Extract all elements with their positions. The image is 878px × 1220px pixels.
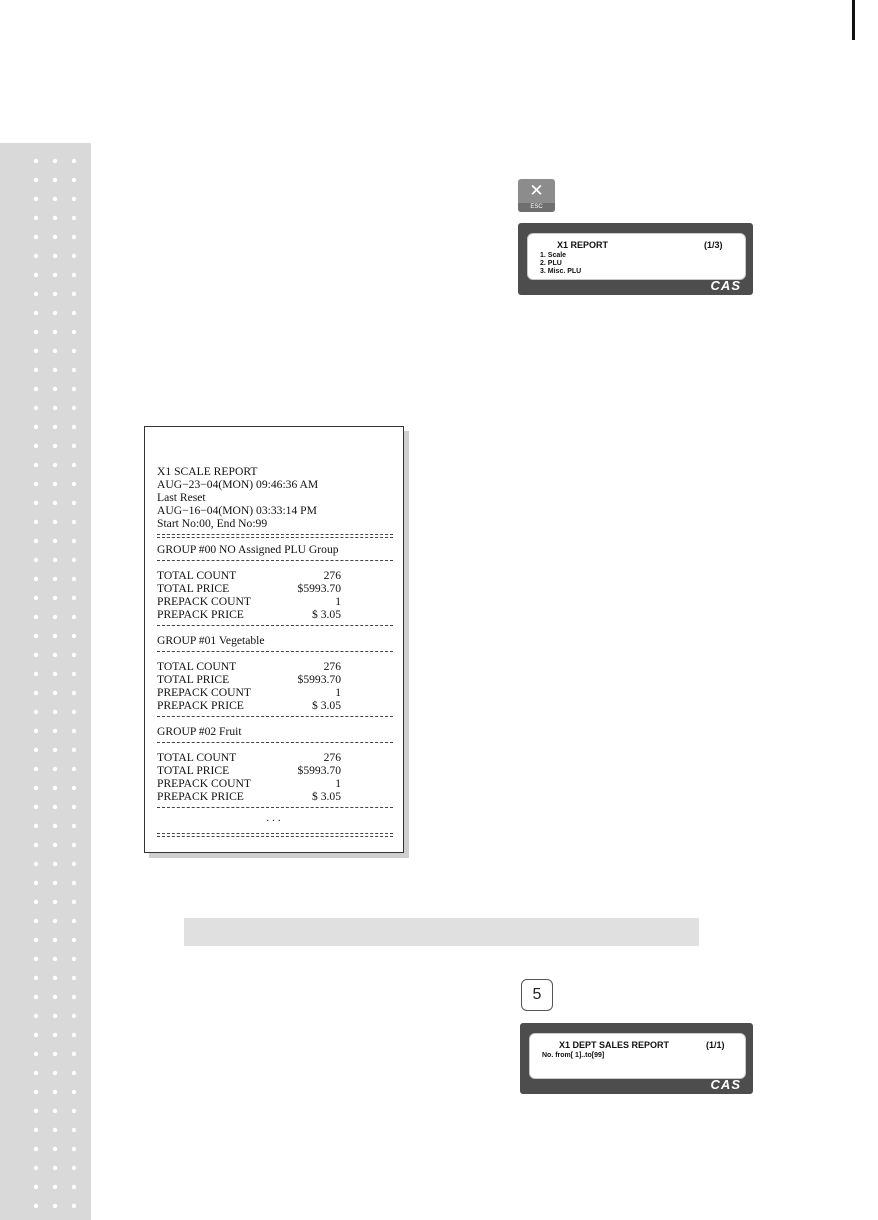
row-label: PREPACK COUNT <box>157 595 251 608</box>
pattern-dot <box>34 368 38 372</box>
receipt-row <box>157 777 393 790</box>
double-rule <box>157 534 393 538</box>
pattern-dot <box>34 178 38 182</box>
row-value: 1 <box>335 777 341 790</box>
pattern-dot <box>34 292 38 296</box>
pattern-dot <box>53 767 57 771</box>
pattern-dot <box>34 1014 38 1018</box>
receipt-row <box>157 569 393 582</box>
pattern-dot <box>53 938 57 942</box>
pattern-dot <box>72 1090 76 1094</box>
pattern-dot <box>34 1128 38 1132</box>
esc-key-label: ESC <box>518 203 555 212</box>
pattern-dot <box>72 596 76 600</box>
pattern-dot <box>34 995 38 999</box>
receipt-row <box>157 595 393 608</box>
pattern-dot <box>72 311 76 315</box>
pattern-dot <box>72 387 76 391</box>
row-value: 1 <box>335 686 341 699</box>
pattern-dot <box>72 1014 76 1018</box>
pattern-dot <box>53 159 57 163</box>
receipt-row <box>157 751 393 764</box>
pattern-dot <box>34 1071 38 1075</box>
pattern-dot <box>34 1033 38 1037</box>
pattern-dot <box>53 273 57 277</box>
row-value: 276 <box>323 569 341 582</box>
pattern-dot <box>72 273 76 277</box>
receipt-row <box>157 673 393 686</box>
pattern-dot <box>34 1166 38 1170</box>
esc-key[interactable] <box>518 179 555 212</box>
pattern-dot <box>34 900 38 904</box>
receipt-row <box>157 608 393 621</box>
pattern-dot <box>34 710 38 714</box>
pattern-dot <box>53 995 57 999</box>
page-edge-mark <box>852 0 855 40</box>
row-label: PREPACK COUNT <box>157 777 251 790</box>
pattern-dot <box>53 387 57 391</box>
display-page-indicator: (1/1) <box>706 1040 725 1050</box>
pattern-dot <box>34 330 38 334</box>
pattern-dot <box>72 862 76 866</box>
pattern-dot <box>53 235 57 239</box>
receipt-header-line: X1 SCALE REPORT <box>157 465 258 478</box>
pattern-dot <box>72 957 76 961</box>
pattern-dot <box>53 501 57 505</box>
pattern-dot <box>72 520 76 524</box>
pattern-dot <box>72 577 76 581</box>
range-input-line: No. from[ 1]..to[99] <box>542 1052 605 1059</box>
pattern-dot <box>53 900 57 904</box>
pattern-dot <box>34 520 38 524</box>
row-value: 276 <box>323 660 341 673</box>
pattern-dot <box>53 178 57 182</box>
pattern-dot <box>72 1185 76 1189</box>
pattern-dot <box>53 444 57 448</box>
pattern-dot <box>53 1052 57 1056</box>
pattern-dot <box>72 425 76 429</box>
pattern-dot <box>53 349 57 353</box>
pattern-dot <box>72 767 76 771</box>
single-rule <box>157 742 393 743</box>
pattern-dot <box>72 292 76 296</box>
pattern-dot <box>34 558 38 562</box>
pattern-dot <box>72 786 76 790</box>
pattern-dot <box>34 862 38 866</box>
pattern-dot <box>53 1166 57 1170</box>
row-value: $ 3.05 <box>312 699 341 712</box>
pattern-dot <box>34 197 38 201</box>
pattern-dot <box>72 615 76 619</box>
pattern-dot <box>53 1128 57 1132</box>
pattern-dot <box>53 1033 57 1037</box>
row-value: 276 <box>323 751 341 764</box>
pattern-dot <box>53 748 57 752</box>
pattern-dot <box>34 919 38 923</box>
display-page-indicator: (1/3) <box>704 240 723 250</box>
pattern-dot <box>72 330 76 334</box>
row-value: 1 <box>335 595 341 608</box>
pattern-dot <box>72 1166 76 1170</box>
pattern-dot <box>53 1071 57 1075</box>
pattern-dot <box>72 235 76 239</box>
double-rule <box>157 833 393 837</box>
row-value: $ 3.05 <box>312 608 341 621</box>
pattern-dot <box>34 634 38 638</box>
pattern-dot <box>34 748 38 752</box>
pattern-dot <box>72 938 76 942</box>
pattern-dot <box>34 501 38 505</box>
section-heading-bar <box>184 918 699 946</box>
single-rule <box>157 716 393 717</box>
pattern-dot <box>34 425 38 429</box>
pattern-dot <box>53 1204 57 1208</box>
pattern-dot <box>72 501 76 505</box>
pattern-dot <box>72 482 76 486</box>
pattern-dot <box>34 672 38 676</box>
row-label: TOTAL PRICE <box>157 764 230 777</box>
pattern-dot <box>72 900 76 904</box>
pattern-dot <box>53 368 57 372</box>
single-rule <box>157 560 393 561</box>
group-heading: GROUP #00 NO Assigned PLU Group <box>157 543 339 556</box>
receipt-header-line: Last Reset <box>157 491 206 504</box>
pattern-dot <box>53 881 57 885</box>
pattern-dot <box>53 672 57 676</box>
pattern-dot <box>34 539 38 543</box>
pattern-dot <box>72 197 76 201</box>
row-label: TOTAL PRICE <box>157 673 230 686</box>
pattern-dot <box>72 178 76 182</box>
pattern-dot <box>34 786 38 790</box>
pattern-dot <box>34 957 38 961</box>
pattern-dot <box>53 596 57 600</box>
single-rule <box>157 807 393 808</box>
pattern-dot <box>53 862 57 866</box>
row-value: $5993.70 <box>297 582 341 595</box>
pattern-dot <box>72 748 76 752</box>
row-label: PREPACK PRICE <box>157 790 244 803</box>
pattern-dot <box>53 653 57 657</box>
pattern-dot <box>34 1147 38 1151</box>
display-title: X1 DEPT SALES REPORT <box>559 1040 670 1050</box>
pattern-dot <box>53 1185 57 1189</box>
row-label: TOTAL COUNT <box>157 751 237 764</box>
pattern-dot <box>72 349 76 353</box>
printed-receipt <box>144 426 404 853</box>
row-label: PREPACK PRICE <box>157 699 244 712</box>
single-rule <box>157 651 393 652</box>
receipt-row <box>157 790 393 803</box>
side-dot-band <box>0 143 91 1220</box>
pattern-dot <box>53 558 57 562</box>
pattern-dot <box>53 406 57 410</box>
pattern-dot <box>72 634 76 638</box>
pattern-dot <box>72 558 76 562</box>
group-heading: GROUP #02 Fruit <box>157 725 242 738</box>
receipt-header-line: Start No:00, End No:99 <box>157 517 268 530</box>
receipt-header-line: AUG−16−04(MON) 03:33:14 PM <box>157 504 317 517</box>
pattern-dot <box>34 1090 38 1094</box>
pattern-dot <box>53 1147 57 1151</box>
pattern-dot <box>53 539 57 543</box>
pattern-dot <box>34 729 38 733</box>
lcd-screen <box>529 1033 746 1079</box>
pattern-dot <box>34 406 38 410</box>
pattern-dot <box>34 691 38 695</box>
pattern-dot <box>72 1071 76 1075</box>
receipt-row <box>157 764 393 777</box>
pattern-dot <box>53 311 57 315</box>
pattern-dot <box>53 463 57 467</box>
row-value: $5993.70 <box>297 764 341 777</box>
pattern-dot <box>53 254 57 258</box>
receipt-header-line: AUG−23−04(MON) 09:46:36 AM <box>157 478 319 491</box>
pattern-dot <box>72 406 76 410</box>
pattern-dot <box>72 881 76 885</box>
pattern-dot <box>34 1185 38 1189</box>
pattern-dot <box>34 577 38 581</box>
receipt-row <box>157 660 393 673</box>
pattern-dot <box>34 273 38 277</box>
row-value: $5993.70 <box>297 673 341 686</box>
pattern-dot <box>34 311 38 315</box>
pattern-dot <box>34 444 38 448</box>
pattern-dot <box>53 634 57 638</box>
row-label: TOTAL COUNT <box>157 569 237 582</box>
pattern-dot <box>34 463 38 467</box>
pattern-dot <box>72 463 76 467</box>
pattern-dot <box>72 919 76 923</box>
group-heading: GROUP #01 Vegetable <box>157 634 265 647</box>
pattern-dot <box>53 425 57 429</box>
pattern-dot <box>53 957 57 961</box>
pattern-dot <box>34 387 38 391</box>
pattern-dot <box>34 235 38 239</box>
pattern-dot <box>53 805 57 809</box>
pattern-dot <box>53 1109 57 1113</box>
pattern-dot <box>34 938 38 942</box>
pattern-dot <box>34 349 38 353</box>
pattern-dot <box>53 520 57 524</box>
pattern-dot <box>72 254 76 258</box>
pattern-dot <box>34 653 38 657</box>
pattern-dot <box>72 1033 76 1037</box>
pattern-dot <box>34 216 38 220</box>
single-rule <box>157 625 393 626</box>
pattern-dot <box>34 824 38 828</box>
pattern-dot <box>34 615 38 619</box>
menu-item-plu: 2. PLU <box>540 260 562 267</box>
receipt-row <box>157 699 393 712</box>
pattern-dot <box>34 596 38 600</box>
pattern-dot <box>72 672 76 676</box>
pattern-dot <box>72 653 76 657</box>
cas-logo: CAS <box>710 1077 741 1092</box>
pattern-dot <box>34 1052 38 1056</box>
row-label: PREPACK COUNT <box>157 686 251 699</box>
pattern-dot <box>34 159 38 163</box>
pattern-dot <box>72 729 76 733</box>
pattern-dot <box>53 577 57 581</box>
pattern-dot <box>72 805 76 809</box>
cas-logo: CAS <box>710 278 741 293</box>
pattern-dot <box>53 1090 57 1094</box>
pattern-dot <box>72 1109 76 1113</box>
row-label: TOTAL PRICE <box>157 582 230 595</box>
menu-item-scale: 1. Scale <box>540 252 567 259</box>
pattern-dot <box>72 976 76 980</box>
row-label: PREPACK PRICE <box>157 608 244 621</box>
pattern-dot <box>72 710 76 714</box>
pattern-dot <box>53 197 57 201</box>
lcd-display-dept-report <box>520 1023 753 1094</box>
pattern-dot <box>53 786 57 790</box>
pattern-dot <box>53 482 57 486</box>
pattern-dot <box>34 881 38 885</box>
pattern-dot <box>72 1128 76 1132</box>
pattern-dot <box>72 444 76 448</box>
pattern-dot <box>53 919 57 923</box>
receipt-row <box>157 686 393 699</box>
pattern-dot <box>53 824 57 828</box>
display-title: X1 REPORT <box>557 240 609 250</box>
menu-item-misc-plu: 3. Misc. PLU <box>540 268 582 275</box>
pattern-dot <box>53 1014 57 1018</box>
pattern-dot <box>72 159 76 163</box>
pattern-dot <box>53 292 57 296</box>
pattern-dot <box>34 482 38 486</box>
number-5-key[interactable]: 5 <box>521 979 553 1011</box>
continuation-ellipsis: ... <box>266 812 284 824</box>
lcd-display-x1-report <box>518 223 753 295</box>
pattern-dot <box>53 976 57 980</box>
close-icon: ✕ <box>529 181 544 200</box>
pattern-dot <box>72 824 76 828</box>
pattern-dot <box>34 254 38 258</box>
pattern-dot <box>72 539 76 543</box>
pattern-dot <box>72 1204 76 1208</box>
row-value: $ 3.05 <box>312 790 341 803</box>
pattern-dot <box>72 216 76 220</box>
pattern-dot <box>34 1109 38 1113</box>
pattern-dot <box>34 805 38 809</box>
pattern-dot <box>53 729 57 733</box>
row-label: TOTAL COUNT <box>157 660 237 673</box>
pattern-dot <box>72 1052 76 1056</box>
receipt-row <box>157 582 393 595</box>
pattern-dot <box>53 615 57 619</box>
pattern-dot <box>34 843 38 847</box>
pattern-dot <box>53 843 57 847</box>
pattern-dot <box>53 710 57 714</box>
pattern-dot <box>72 691 76 695</box>
lcd-screen <box>527 233 746 280</box>
pattern-dot <box>72 368 76 372</box>
pattern-dot <box>34 976 38 980</box>
dot-pattern <box>0 143 91 1220</box>
pattern-dot <box>34 767 38 771</box>
pattern-dot <box>34 1204 38 1208</box>
pattern-dot <box>53 691 57 695</box>
pattern-dot <box>72 995 76 999</box>
pattern-dot <box>72 843 76 847</box>
pattern-dot <box>72 1147 76 1151</box>
pattern-dot <box>53 216 57 220</box>
pattern-dot <box>53 330 57 334</box>
